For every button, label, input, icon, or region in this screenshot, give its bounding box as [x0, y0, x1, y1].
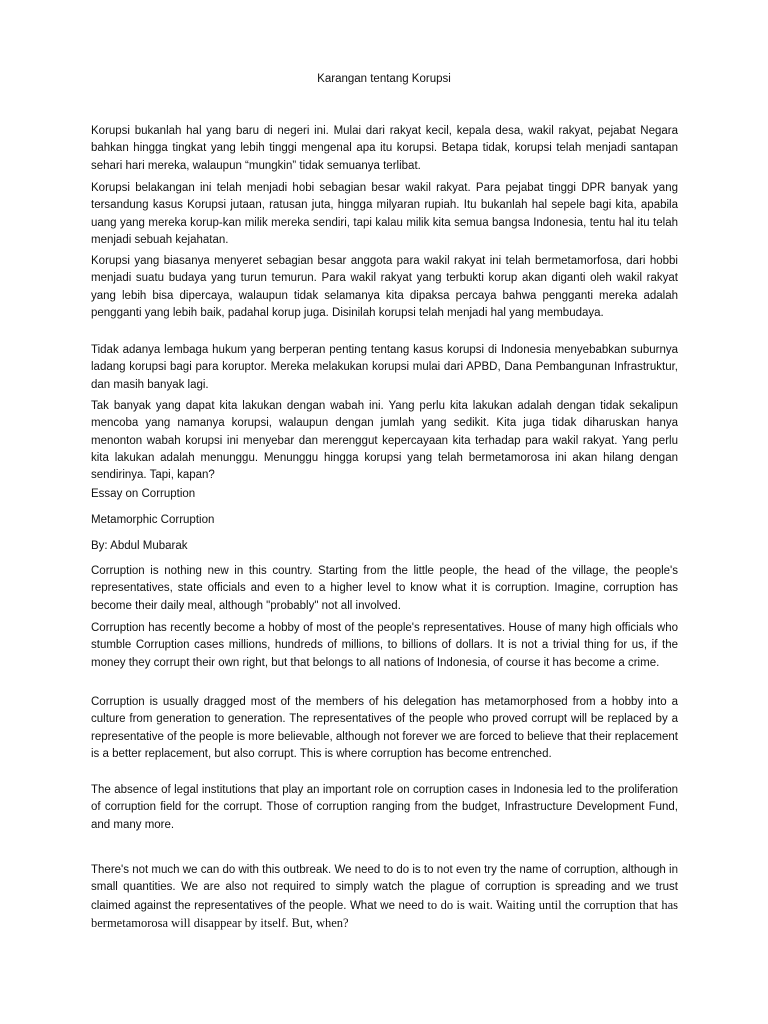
paragraph-en-1: Corruption is nothing new in this country. Starting from the little people, the head of the village, the people's representatives, state officials and even to a higher level to know what it is corruption. Imagine, corruption has become their daily meal, although "probably" not all involved.: [91, 565, 678, 612]
paragraph-id-4: Tidak adanya lembaga hukum yang berperan penting tentang kasus korupsi di Indonesia menyebabkan suburnya ladang korupsi bagi para koruptor. Mereka melakukan korupsi mulai dari APBD, Dana Pembangunan Infrastruktur, dan masih banyak lagi.: [91, 344, 678, 391]
essay-author: By: Abdul Mubarak: [91, 540, 188, 552]
paragraph-en-4: The absence of legal institutions that play an important role on corruption cases in Indonesia led to the proliferation of corruption field for the corrupt. Those of corruption ranging from the budget, Infrastructure Development Fund, and many more.: [91, 784, 678, 831]
paragraph-en-2: Corruption has recently become a hobby of most of the people's representatives. House of many high officials who stumble Corruption cases millions, hundreds of millions, to billions of dollars. It is not a trivial thing for us, if the money they corrupt their own right, but that belongs to all nations of Indonesia, of course it has become a crime.: [91, 622, 678, 669]
paragraph-en-3: Corruption is usually dragged most of the members of his delegation has metamorphosed from a hobby into a culture from generation to generation. The representatives of the people who proved corrupt will be replaced by a representative of the people is more believable, although not forever we are forced to believe that their replacement is a better replacement, but also corrupt. This is where corruption has become entrenched.: [91, 696, 678, 760]
essay-title: Metamorphic Corruption: [91, 514, 215, 526]
paragraph-id-2: Korupsi belakangan ini telah menjadi hobi sebagian besar wakil rakyat. Para pejabat tinggi DPR banyak yang tersandung kasus Korupsi jutaan, ratusan juta, hingga milyaran rupiah. Itu bukanlah hal sepele bagi kita, apabila uang yang mereka korup-kan milik mereka sendiri, tapi kalau milik kita semua bangsa Indonesia, tentu hal itu telah menjadi sebuah kejahatan.: [91, 182, 678, 246]
essay-heading: Essay on Corruption: [91, 488, 196, 500]
paragraph-en-5-serif-part: to do is wait. Waiting until the corruption that has bermetamorosa will disappear by itself. But, when?: [91, 897, 678, 930]
document-title: Karangan tentang Korupsi: [317, 73, 451, 85]
paragraph-id-3: Korupsi yang biasanya menyeret sebagian besar anggota para wakil rakyat ini telah bermetamorfosa, dari hobbi menjadi suatu budaya yang turun temurun. Para wakil rakyat yang terbukti korup akan diganti oleh wakil rakyat yang lebih bisa dipercaya, walaupun tidak selamanya kita dipaksa percaya bahwa pengganti mereka adalah pengganti yang lebih baik, padahal korup juga. Disinilah korupsi telah menjadi hal yang membudaya.: [91, 255, 678, 319]
paragraph-en-5-sans-part: There's not much we can do with this outbreak. We need to do is to not even try the name of corruption, although in small quantities. We are also not required to simply watch the plague of corruption is spreading and we trust claimed against the representatives of the people. What we need: [91, 864, 678, 912]
paragraph-id-1: Korupsi bukanlah hal yang baru di negeri ini. Mulai dari rakyat kecil, kepala desa, wakil rakyat, pejabat Negara bahkan hingga tingkat yang lebih tinggi mengenal apa itu korupsi. Betapa tidak, korupsi telah menjadi santapan sehari hari mereka, walaupun “mungkin” tidak semuanya terlibat.: [91, 125, 678, 172]
paragraph-id-5: Tak banyak yang dapat kita lakukan dengan wabah ini. Yang perlu kita lakukan adalah dengan tidak sekalipun mencoba yang namanya korupsi, walaupun dengan jumlah yang sedikit. Kita juga tidak diharuskan hanya menonton wabah korupsi ini menyebar dan merenggut kepercayaan kita terhadap para wakil rakyat. Yang perlu kita lakukan adalah menunggu. Menunggu hingga korupsi yang telah bermetamorosa ini akan hilang dengan sendirinya. Tapi, kapan?: [91, 400, 678, 482]
paragraph-en-5: [91, 862, 678, 933]
